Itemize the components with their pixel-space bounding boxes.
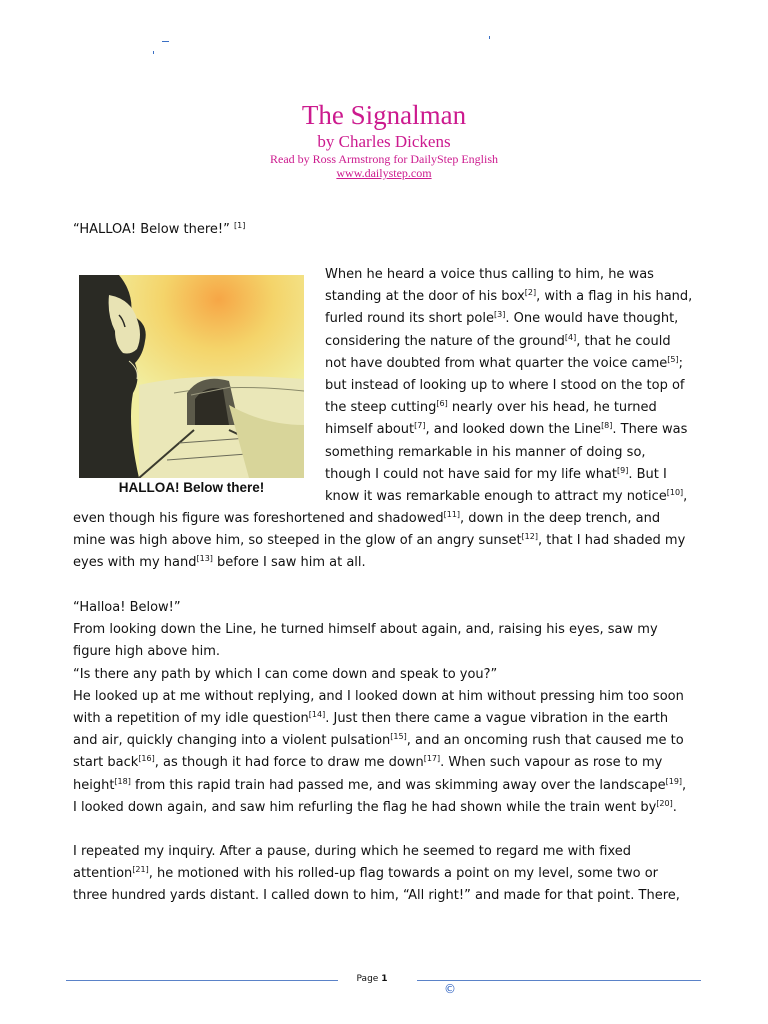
text-run: three hundred yards distant. I called down to him, “All right!” and made for that point. There,	[73, 888, 680, 904]
text-line	[325, 308, 705, 330]
footnote-marker[interactable]: [20]	[656, 798, 673, 808]
signalman-illustration	[79, 275, 304, 478]
reader-credit: Read by Ross Armstrong for DailyStep English	[270, 152, 498, 166]
text-line	[73, 508, 713, 530]
page-number: Page 1	[356, 974, 388, 984]
text-run: with a repetition of my idle question	[73, 711, 309, 727]
footnote-marker[interactable]: [6]	[436, 399, 448, 409]
text-run: before I saw him at all.	[212, 555, 366, 571]
text-run: nearly over his head, he turned	[447, 400, 657, 416]
text-run: mine was high above him, so steeped in the glow of an angry sunset	[73, 533, 522, 549]
text-run: from this rapid train had passed me, and was skimming away over the landscape	[130, 777, 666, 793]
text-run: know it was remarkable enough to attract my notice	[325, 489, 667, 505]
footnote-marker[interactable]: [14]	[308, 710, 326, 720]
text-run: furled round its short pole	[325, 311, 494, 327]
text-run: .	[672, 799, 677, 815]
footnote-marker[interactable]: [15]	[390, 732, 407, 742]
author-byline: by Charles Dickens	[317, 132, 451, 151]
footnote-marker[interactable]: [10]	[666, 488, 684, 498]
footnote-marker[interactable]: [18]	[114, 776, 131, 786]
paragraph-continued	[73, 508, 713, 575]
footnote-marker[interactable]: [16]	[138, 754, 155, 764]
text-line	[73, 619, 713, 641]
text-line	[73, 775, 713, 797]
text-line	[73, 885, 713, 907]
text-run: himself about	[325, 422, 415, 438]
footnote-marker[interactable]: [9]	[617, 465, 629, 475]
text-line	[325, 464, 705, 486]
text-run: He looked up at me without replying, and I looked down at him without pressing him too soon	[73, 688, 684, 704]
text-run: ,	[682, 777, 687, 793]
text-line	[73, 730, 713, 752]
text-run: From looking down the Line, he turned himself about again, and, raising his eyes, saw my	[73, 622, 658, 638]
footnote-marker[interactable]: [17]	[423, 754, 441, 764]
text-run: ;	[678, 355, 683, 371]
text-run: start back	[73, 755, 139, 771]
text-line	[325, 442, 705, 464]
text-line	[325, 264, 705, 286]
text-line	[73, 686, 713, 708]
opening-line	[73, 219, 713, 241]
text-line	[325, 397, 705, 419]
text-run: even though his figure was foreshortened and shadowed	[73, 511, 444, 526]
text-run: . Just then there came a vague vibration in the earth	[325, 711, 669, 727]
text-run: standing at the door of his box	[325, 289, 525, 305]
text-line	[73, 597, 713, 619]
paragraph-dialogue	[73, 597, 713, 819]
illustration-caption: HALLOA! Below there!	[118, 480, 265, 495]
text-line	[73, 841, 713, 863]
page-title: The Signalman	[301, 100, 467, 130]
text-run: , he motioned with his rolled-up flag towards a point on my level, some two or	[148, 866, 659, 882]
copyright-symbol: ©	[444, 982, 456, 996]
text-run: , down in the deep trench, and	[460, 511, 661, 526]
text-run: the steep cutting	[325, 400, 437, 416]
text-run: but instead of looking up to where I stood on the top of	[325, 378, 685, 394]
text-run: “Halloa! Below!”	[73, 600, 181, 615]
text-line	[325, 375, 705, 397]
text-line	[73, 797, 713, 819]
text-run: eyes with my hand	[73, 555, 197, 571]
text-run: I repeated my inquiry. After a pause, during which he seemed to regard me with fixed	[73, 844, 632, 859]
text-run: , that I had shaded my	[537, 533, 686, 549]
text-run: not have doubted from what quarter the voice came	[325, 355, 668, 371]
text-run: height	[73, 777, 115, 793]
paragraph-inquiry	[73, 841, 713, 908]
footnote-marker[interactable]: [11]	[443, 510, 461, 519]
text-run: ,	[683, 489, 688, 505]
text-run: I looked down again, and saw him refurling the flag he had shown while the train went by	[73, 799, 657, 815]
footnote-marker[interactable]: [2]	[524, 288, 537, 298]
text-line	[73, 219, 713, 241]
text-run: attention	[73, 866, 133, 882]
text-run: , and looked down the Line	[425, 422, 602, 438]
text-line	[73, 664, 713, 686]
text-run: , that he could	[576, 333, 671, 349]
text-line	[325, 331, 705, 353]
website-link[interactable]: www.dailystep.com	[336, 166, 432, 180]
text-run: . When such vapour as rose to my	[440, 755, 663, 771]
text-line	[325, 286, 705, 308]
footer-rule-right	[417, 980, 701, 981]
text-run: , as though it had force to draw me down	[154, 755, 424, 771]
footnote-marker[interactable]: [4]	[564, 332, 577, 342]
text-run: “HALLOA! Below there!”	[73, 222, 234, 237]
text-run: “Is there any path by which I can come down and speak to you?”	[73, 666, 498, 682]
text-line	[73, 552, 713, 574]
text-line	[73, 708, 713, 730]
footnote-marker[interactable]: [21]	[132, 865, 149, 875]
text-run: something remarkable in his manner of doing so,	[325, 444, 646, 460]
text-run: When he heard a voice thus calling to him, he was	[325, 267, 654, 282]
footnote-marker[interactable]: [7]	[414, 421, 426, 431]
footnote-marker[interactable]: [3]	[494, 310, 506, 320]
text-run: though I could not have said for my life what	[325, 466, 618, 482]
text-line	[325, 353, 705, 375]
text-line	[73, 641, 713, 663]
text-run: considering the nature of the ground	[325, 333, 565, 349]
text-run: . But I	[628, 466, 667, 482]
footnote-marker[interactable]: [5]	[667, 354, 679, 364]
text-line	[73, 752, 713, 774]
footnote-marker[interactable]: [1]	[233, 221, 246, 230]
text-run: , and an oncoming rush that caused me to	[406, 733, 684, 749]
paragraph-beside-image	[325, 264, 705, 508]
text-line	[325, 486, 705, 508]
text-run: and air, quickly changing into a violent pulsation	[73, 733, 391, 749]
text-run: , with a flag in his hand,	[536, 289, 693, 305]
text-line	[73, 530, 713, 552]
footnote-marker[interactable]: [13]	[196, 554, 213, 564]
text-run: . There was	[612, 422, 688, 438]
text-run: figure high above him.	[73, 644, 220, 660]
footnote-marker[interactable]: [12]	[521, 532, 538, 542]
footer-rule-left	[66, 980, 338, 981]
text-line	[325, 419, 705, 441]
text-run: . One would have thought,	[505, 311, 679, 327]
footnote-marker[interactable]: [8]	[601, 421, 613, 431]
text-line	[73, 863, 713, 885]
footnote-marker[interactable]: [19]	[665, 776, 683, 786]
